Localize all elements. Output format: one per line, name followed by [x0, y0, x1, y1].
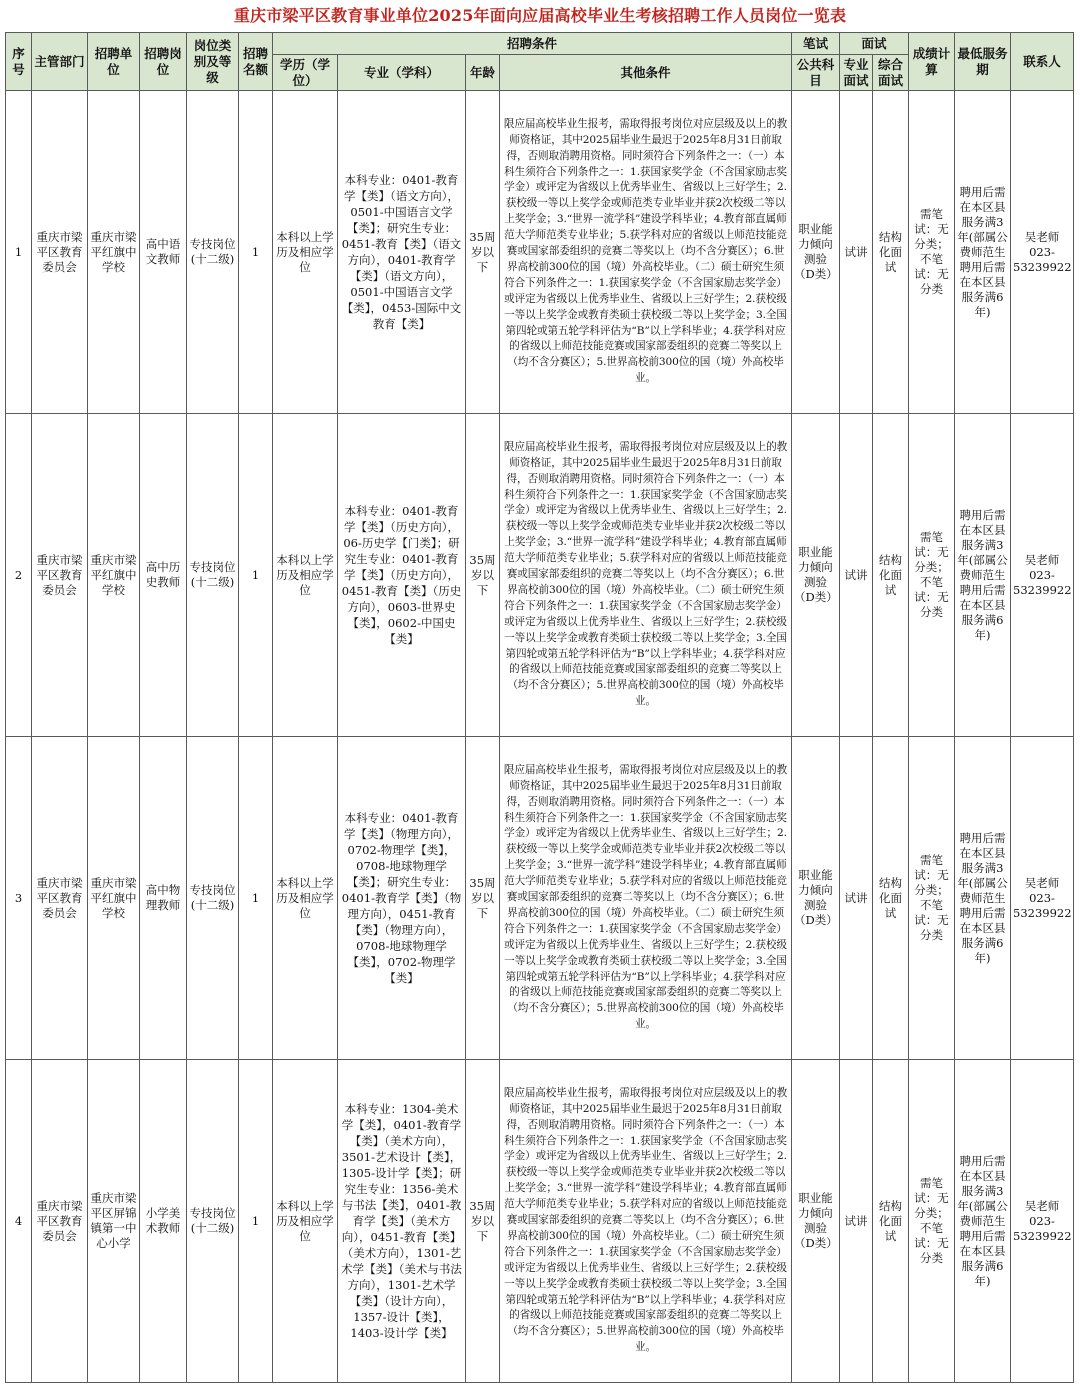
cell-quota: 1	[239, 737, 273, 1060]
table-row	[6, 414, 1074, 737]
header-interview: 面试	[840, 33, 909, 55]
header-written: 笔试	[792, 33, 840, 55]
cell-post-type: 专技岗位(十二级)	[187, 414, 239, 737]
cell-age: 35周岁以下	[466, 91, 500, 414]
cell-written: 职业能力倾向测验（D类）	[792, 414, 840, 737]
cell-other-conditions: 限应届高校毕业生报考，需取得报考岗位对应层级及以上的教师资格证，其中2025届毕业生最迟于2025年8月31日前取得，否则取消聘用资格。同时须符合下列条件之一：（一）本科生须符合下列条件之一：1.获国家奖学金（不含国家励志奖学金）或评定为省级以上优秀毕业生、省级以上三好学生；2.获校级一等以上奖学金或师范类专业毕业并获2次校级二等以上奖学金；3.“世界一流学科”建设学科毕业；4.教育部直属师范大学师范类专业毕业；5.获学科对应的省级以上师范技能竞赛或国家部委组织的竞赛二等奖以上（均不含分赛区）；6.世界高校前300位的国（境）外高校毕业。（二）硕士研究生须符合下列条件之一：1.获国家奖学金（不含国家励志奖学金）或评定为省级以上优秀毕业生、省级以上三好学生；2.获校级一等以上奖学金或教育类硕士获校级二等以上奖学金；3.全国第四轮或第五轮学科评估为“B”以上学科毕业；4.获学科对应的省级以上师范技能竞赛或国家部委组织的竞赛二等奖以上（均不含分赛区）；5.世界高校前300位的国（境）外高校毕业。	[500, 414, 792, 737]
cell-comp-interview: 结构化面试	[873, 1060, 909, 1383]
cell-post: 高中历史教师	[140, 414, 187, 737]
header-post: 招聘岗位	[140, 33, 187, 91]
cell-pro-interview: 试讲	[840, 737, 873, 1060]
cell-dept: 重庆市梁平区教育委员会	[32, 1060, 88, 1383]
cell-dept: 重庆市梁平区教育委员会	[32, 737, 88, 1060]
cell-unit: 重庆市梁平区屏锦镇第一中心小学	[88, 1060, 140, 1383]
cell-score: 需笔试：无分类；不笔试：无分类	[909, 737, 955, 1060]
cell-post: 高中语文教师	[140, 91, 187, 414]
cell-min-service: 聘用后需在本区县服务满3年(部属公费师范生聘用后需在本区县服务满6年)	[955, 1060, 1011, 1383]
header-comp-interview: 综合面试	[873, 55, 909, 91]
cell-major: 本科专业：1304-美术学【类】，0401-教育学【类】（美术方向），3501-艺术设计【类】，1305-设计学【类】；研究生专业：1356-美术与书法【类】，0401-教育学【类】（美术方向），0451-教育【类】（美术方向），1301-艺术学【类】（美术与书法方向），1301-艺术学【类】（设计方向），1357-设计【类】，1403-设计学【类】	[338, 1060, 466, 1383]
cell-written: 职业能力倾向测验（D类）	[792, 91, 840, 414]
cell-age: 35周岁以下	[466, 1060, 500, 1383]
cell-min-service: 聘用后需在本区县服务满3年(部属公费师范生聘用后需在本区县服务满6年)	[955, 737, 1011, 1060]
cell-education: 本科以上学历及相应学位	[273, 737, 338, 1060]
cell-score: 需笔试：无分类；不笔试：无分类	[909, 1060, 955, 1383]
cell-quota: 1	[239, 1060, 273, 1383]
header-major: 专业（学科）	[338, 55, 466, 91]
cell-post-type: 专技岗位(十二级)	[187, 737, 239, 1060]
cell-post: 小学美术教师	[140, 1060, 187, 1383]
cell-seq: 1	[6, 91, 32, 414]
header-post-type: 岗位类别及等级	[187, 33, 239, 91]
header-score: 成绩计算	[909, 33, 955, 91]
cell-unit: 重庆市梁平红旗中学校	[88, 737, 140, 1060]
header-pro-interview: 专业面试	[840, 55, 873, 91]
header-quota: 招聘名额	[239, 33, 273, 91]
header-age: 年龄	[466, 55, 500, 91]
cell-written: 职业能力倾向测验（D类）	[792, 737, 840, 1060]
cell-pro-interview: 试讲	[840, 1060, 873, 1383]
cell-quota: 1	[239, 414, 273, 737]
cell-dept: 重庆市梁平区教育委员会	[32, 91, 88, 414]
cell-age: 35周岁以下	[466, 414, 500, 737]
cell-education: 本科以上学历及相应学位	[273, 414, 338, 737]
cell-age: 35周岁以下	[466, 737, 500, 1060]
cell-score: 需笔试：无分类；不笔试：无分类	[909, 91, 955, 414]
table-row	[6, 91, 1074, 414]
cell-unit: 重庆市梁平红旗中学校	[88, 414, 140, 737]
cell-post-type: 专技岗位(十二级)	[187, 1060, 239, 1383]
table-row	[6, 1060, 1074, 1383]
cell-contact: 吴老师023-53239922	[1011, 414, 1074, 737]
cell-other-conditions: 限应届高校毕业生报考，需取得报考岗位对应层级及以上的教师资格证，其中2025届毕业生最迟于2025年8月31日前取得，否则取消聘用资格。同时须符合下列条件之一：（一）本科生须符合下列条件之一：1.获国家奖学金（不含国家励志奖学金）或评定为省级以上优秀毕业生、省级以上三好学生；2.获校级一等以上奖学金或师范类专业毕业并获2次校级二等以上奖学金；3.“世界一流学科”建设学科毕业；4.教育部直属师范大学师范类专业毕业；5.获学科对应的省级以上师范技能竞赛或国家部委组织的竞赛二等奖以上（均不含分赛区）；6.世界高校前300位的国（境）外高校毕业。（二）硕士研究生须符合下列条件之一：1.获国家奖学金（不含国家励志奖学金）或评定为省级以上优秀毕业生、省级以上三好学生；2.获校级一等以上奖学金或教育类硕士获校级二等以上奖学金；3.全国第四轮或第五轮学科评估为“B”以上学科毕业；4.获学科对应的省级以上师范技能竞赛或国家部委组织的竞赛二等奖以上（均不含分赛区）；5.世界高校前300位的国（境）外高校毕业。	[500, 91, 792, 414]
cell-dept: 重庆市梁平区教育委员会	[32, 414, 88, 737]
cell-unit: 重庆市梁平红旗中学校	[88, 91, 140, 414]
cell-contact: 吴老师023-53239922	[1011, 91, 1074, 414]
header-dept: 主管部门	[32, 33, 88, 91]
cell-other-conditions: 限应届高校毕业生报考，需取得报考岗位对应层级及以上的教师资格证，其中2025届毕业生最迟于2025年8月31日前取得，否则取消聘用资格。同时须符合下列条件之一：（一）本科生须符合下列条件之一：1.获国家奖学金（不含国家励志奖学金）或评定为省级以上优秀毕业生、省级以上三好学生；2.获校级一等以上奖学金或师范类专业毕业并获2次校级二等以上奖学金；3.“世界一流学科”建设学科毕业；4.教育部直属师范大学师范类专业毕业；5.获学科对应的省级以上师范技能竞赛或国家部委组织的竞赛二等奖以上（均不含分赛区）；6.世界高校前300位的国（境）外高校毕业。（二）硕士研究生须符合下列条件之一：1.获国家奖学金（不含国家励志奖学金）或评定为省级以上优秀毕业生、省级以上三好学生；2.获校级一等以上奖学金或教育类硕士获校级二等以上奖学金；3.全国第四轮或第五轮学科评估为“B”以上学科毕业；4.获学科对应的省级以上师范技能竞赛或国家部委组织的竞赛二等奖以上（均不含分赛区）；5.世界高校前300位的国（境）外高校毕业。	[500, 1060, 792, 1383]
cell-min-service: 聘用后需在本区县服务满3年(部属公费师范生聘用后需在本区县服务满6年)	[955, 91, 1011, 414]
cell-major: 本科专业：0401-教育学【类】（语文方向），0501-中国语言文学【类】；研究生专业：0451-教育【类】（语文方向），0401-教育学【类】（语文方向），0501-中国语言文学【类】，0453-国际中文教育【类】	[338, 91, 466, 414]
header-min-service: 最低服务期	[955, 33, 1011, 91]
cell-pro-interview: 试讲	[840, 414, 873, 737]
cell-contact: 吴老师023-53239922	[1011, 737, 1074, 1060]
header-education: 学历（学位）	[273, 55, 338, 91]
header-seq: 序号	[6, 33, 32, 91]
cell-score: 需笔试：无分类；不笔试：无分类	[909, 414, 955, 737]
table-row	[6, 737, 1074, 1060]
cell-major: 本科专业：0401-教育学【类】（历史方向），06-历史学【门类】；研究生专业：0401-教育学【类】（历史方向），0451-教育【类】（历史方向），0603-世界史【类】，0602-中国史【类】	[338, 414, 466, 737]
cell-post-type: 专技岗位(十二级)	[187, 91, 239, 414]
cell-other-conditions: 限应届高校毕业生报考，需取得报考岗位对应层级及以上的教师资格证，其中2025届毕业生最迟于2025年8月31日前取得，否则取消聘用资格。同时须符合下列条件之一：（一）本科生须符合下列条件之一：1.获国家奖学金（不含国家励志奖学金）或评定为省级以上优秀毕业生、省级以上三好学生；2.获校级一等以上奖学金或师范类专业毕业并获2次校级二等以上奖学金；3.“世界一流学科”建设学科毕业；4.教育部直属师范大学师范类专业毕业；5.获学科对应的省级以上师范技能竞赛或国家部委组织的竞赛二等奖以上（均不含分赛区）；6.世界高校前300位的国（境）外高校毕业。（二）硕士研究生须符合下列条件之一：1.获国家奖学金（不含国家励志奖学金）或评定为省级以上优秀毕业生、省级以上三好学生；2.获校级一等以上奖学金或教育类硕士获校级二等以上奖学金；3.全国第四轮或第五轮学科评估为“B”以上学科毕业；4.获学科对应的省级以上师范技能竞赛或国家部委组织的竞赛二等奖以上（均不含分赛区）；5.世界高校前300位的国（境）外高校毕业。	[500, 737, 792, 1060]
cell-major: 本科专业：0401-教育学【类】（物理方向），0702-物理学【类】，0708-地球物理学【类】；研究生专业：0401-教育学【类】（物理方向），0451-教育【类】（物理方向），0708-地球物理学【类】，0702-物理学【类】	[338, 737, 466, 1060]
cell-written: 职业能力倾向测验（D类）	[792, 1060, 840, 1383]
header-conditions: 招聘条件	[273, 33, 792, 55]
header-public-subject: 公共科目	[792, 55, 840, 91]
cell-seq: 3	[6, 737, 32, 1060]
cell-comp-interview: 结构化面试	[873, 91, 909, 414]
cell-post: 高中物理教师	[140, 737, 187, 1060]
cell-min-service: 聘用后需在本区县服务满3年(部属公费师范生聘用后需在本区县服务满6年)	[955, 414, 1011, 737]
positions-table	[5, 32, 1074, 1383]
cell-contact: 吴老师023-53239922	[1011, 1060, 1074, 1383]
cell-quota: 1	[239, 91, 273, 414]
cell-comp-interview: 结构化面试	[873, 737, 909, 1060]
cell-seq: 2	[6, 414, 32, 737]
cell-education: 本科以上学历及相应学位	[273, 91, 338, 414]
header-unit: 招聘单位	[88, 33, 140, 91]
header-other: 其他条件	[500, 55, 792, 91]
cell-comp-interview: 结构化面试	[873, 414, 909, 737]
page-title: 重庆市梁平区教育事业单位2025年面向应届高校毕业生考核招聘工作人员岗位一览表	[233, 6, 847, 25]
header-contact: 联系人	[1011, 33, 1074, 91]
cell-education: 本科以上学历及相应学位	[273, 1060, 338, 1383]
cell-pro-interview: 试讲	[840, 91, 873, 414]
cell-seq: 4	[6, 1060, 32, 1383]
